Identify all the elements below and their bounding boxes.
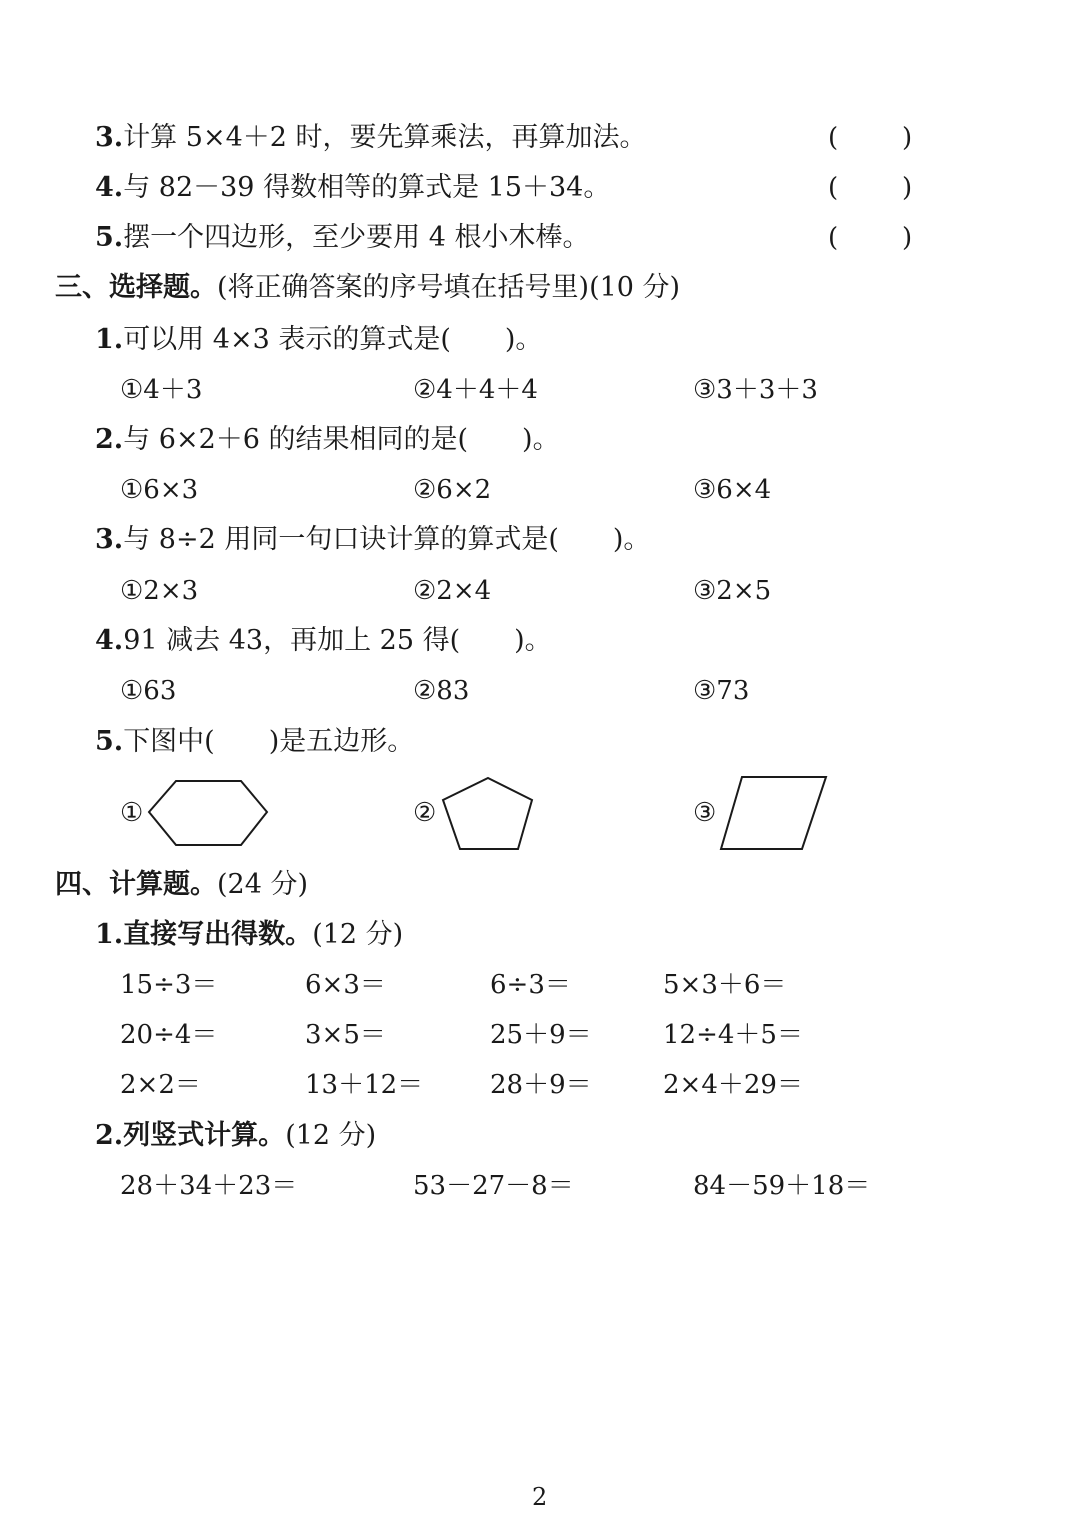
- option-2[interactable]: ②2×4: [413, 576, 492, 606]
- page-number: 2: [532, 1483, 548, 1511]
- expression: 13＋12＝: [305, 1070, 424, 1100]
- option-1[interactable]: ①2×3: [120, 576, 199, 606]
- hexagon-icon: [145, 775, 275, 851]
- option-3[interactable]: ③73: [693, 676, 750, 706]
- expression: 84－59＋18＝: [693, 1171, 871, 1201]
- expression: 12÷4＋5＝: [663, 1020, 803, 1050]
- answer-bracket-close: ): [902, 223, 913, 253]
- section-title: 三、选择题。: [55, 272, 217, 303]
- item-number: 5.: [95, 726, 124, 757]
- calc-part-1-heading: [95, 917, 403, 953]
- part-title: 列竖式计算。: [123, 1120, 286, 1151]
- item-number: 4.: [95, 172, 124, 203]
- judge-item-5: [95, 220, 590, 256]
- expression: 5×3＋6＝: [663, 970, 787, 1000]
- item-text: 计算 5×4＋2 时，要先算乘法，再算加法。: [123, 122, 647, 153]
- item-text: 摆一个四边形，至少要用 4 根小木棒。: [123, 222, 590, 253]
- choice-question-5: [95, 724, 414, 760]
- choice-question-3: [95, 522, 650, 558]
- item-number: 1.: [95, 324, 124, 355]
- expression: 53－27－8＝: [413, 1171, 574, 1201]
- answer-bracket-open[interactable]: (: [828, 223, 839, 253]
- judge-item-4: [95, 170, 610, 206]
- item-text: 可以用 4×3 表示的算式是( )。: [123, 324, 543, 355]
- item-number: 1.: [95, 919, 124, 950]
- pentagon-icon: [440, 774, 540, 854]
- option-3[interactable]: ③2×5: [693, 576, 772, 606]
- item-number: 5.: [95, 222, 124, 253]
- answer-bracket-close: ): [902, 123, 913, 153]
- item-number: 3.: [95, 122, 124, 153]
- option-3[interactable]: ③6×4: [693, 475, 772, 505]
- option-2[interactable]: ②: [413, 798, 437, 828]
- section-note: (将正确答案的序号填在括号里)(10 分): [217, 272, 681, 303]
- part-score: (12 分): [285, 1120, 377, 1151]
- choice-question-1: [95, 322, 542, 358]
- expression: 6÷3＝: [490, 970, 571, 1000]
- item-number: 2.: [95, 1120, 124, 1151]
- option-1[interactable]: ①: [120, 798, 144, 828]
- option-1[interactable]: ①4＋3: [120, 375, 203, 405]
- choice-question-2: [95, 422, 560, 458]
- part-score: (12 分): [312, 919, 404, 950]
- option-3[interactable]: ③3＋3＋3: [693, 375, 818, 405]
- answer-bracket-open[interactable]: (: [828, 123, 839, 153]
- item-number: 2.: [95, 424, 124, 455]
- calc-part-2-heading: [95, 1118, 376, 1154]
- section-score: (24 分): [217, 869, 309, 900]
- option-1[interactable]: ①6×3: [120, 475, 199, 505]
- expression: 2×4＋29＝: [663, 1070, 803, 1100]
- expression: 28＋34＋23＝: [120, 1171, 298, 1201]
- expression: 3×5＝: [305, 1020, 386, 1050]
- item-text: 91 减去 43，再加上 25 得( )。: [123, 625, 552, 656]
- choice-question-4: [95, 623, 552, 659]
- item-text: 与 6×2＋6 的结果相同的是( )。: [123, 424, 560, 455]
- item-number: 4.: [95, 625, 124, 656]
- option-2[interactable]: ②83: [413, 676, 470, 706]
- part-title: 直接写出得数。: [123, 919, 313, 950]
- expression: 20÷4＝: [120, 1020, 218, 1050]
- parallelogram-icon: [718, 773, 830, 853]
- judge-item-3: [95, 120, 647, 156]
- expression: 25＋9＝: [490, 1020, 592, 1050]
- expression: 6×3＝: [305, 970, 386, 1000]
- section-choice-heading: [55, 270, 680, 306]
- option-2[interactable]: ②4＋4＋4: [413, 375, 538, 405]
- expression: 28＋9＝: [490, 1070, 592, 1100]
- option-3[interactable]: ③: [693, 798, 717, 828]
- item-text: 与 82－39 得数相等的算式是 15＋34。: [123, 172, 611, 203]
- item-text: 下图中( )是五边形。: [123, 726, 415, 757]
- option-2[interactable]: ②6×2: [413, 475, 492, 505]
- answer-bracket-close: ): [902, 173, 913, 203]
- answer-bracket-open[interactable]: (: [828, 173, 839, 203]
- section-calc-heading: [55, 867, 308, 903]
- expression: 2×2＝: [120, 1070, 201, 1100]
- item-number: 3.: [95, 524, 124, 555]
- item-text: 与 8÷2 用同一句口诀计算的算式是( )。: [123, 524, 651, 555]
- expression: 15÷3＝: [120, 970, 218, 1000]
- section-title: 四、计算题。: [55, 869, 217, 900]
- option-1[interactable]: ①63: [120, 676, 177, 706]
